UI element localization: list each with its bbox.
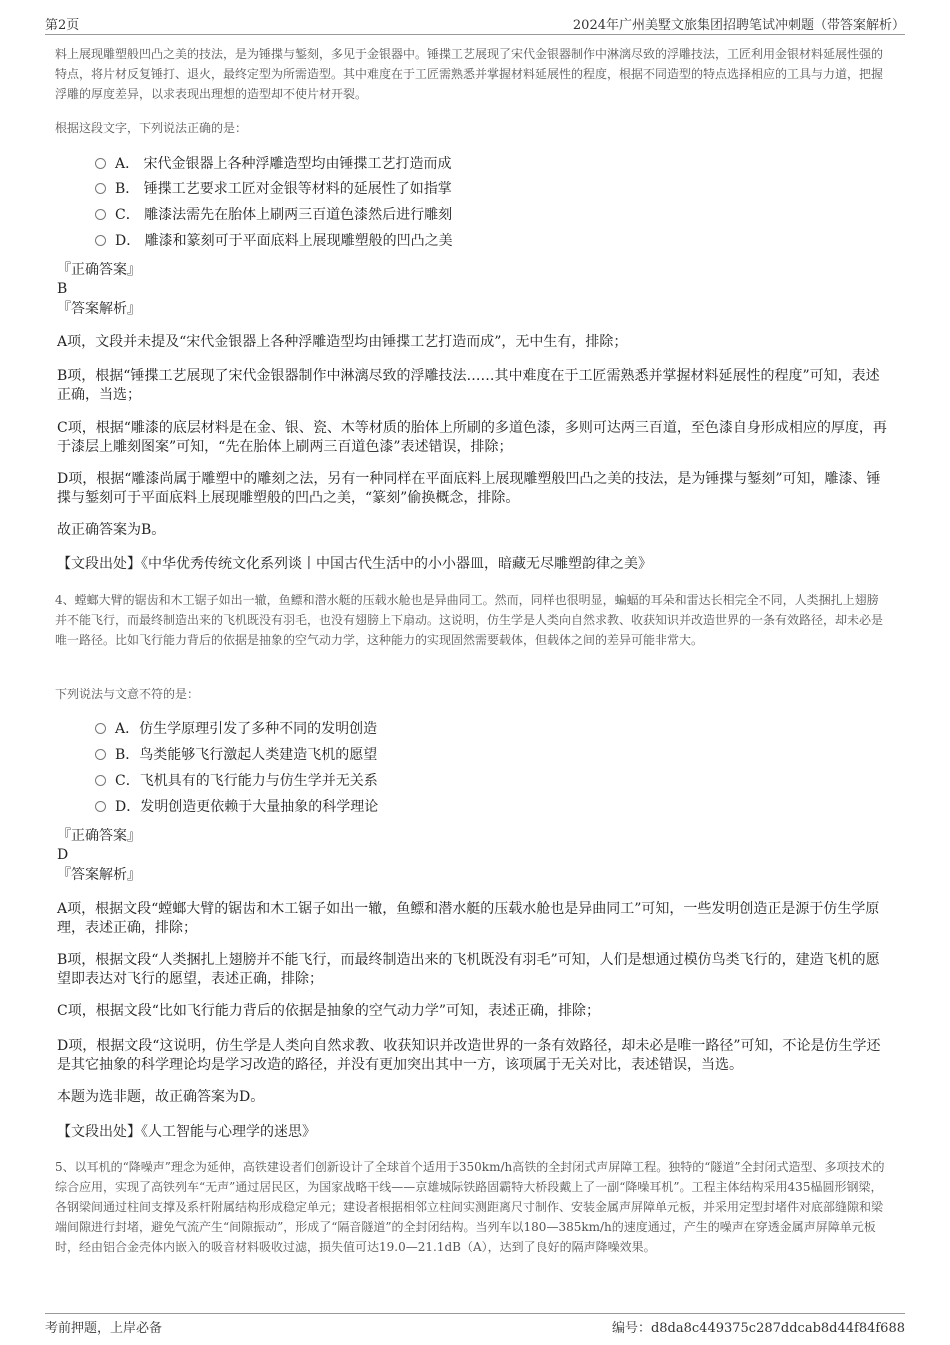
q4-conclusion: 本题为选非题，故正确答案为D。 <box>57 1089 265 1105</box>
q3-analysis-a: A项，文段并未提及“宋代金银器上各种浮雕造型均由锤揲工艺打造而成”，无中生有，排除； <box>57 334 628 350</box>
q4-analysis-label: 『答案解析』 <box>57 867 141 883</box>
document-code: 编号：d8da8c449375c287ddcab8d44f84f688 <box>611 1321 905 1336</box>
q4-analysis-a: A项，根据文段“螳螂大臂的锯齿和木工锯子如出一辙，鱼鳔和潜水艇的压载水舱也是异曲同工”可知，一些发明创造正是源于仿生学原理，表述正确，排除； <box>57 901 880 936</box>
q3-analysis-d: D项，根据“雕漆尚属于雕塑中的雕刻之法，另有一种同样在平面底料上展现雕塑般凹凸之美的技法，是为锤揲与錾刻”可知，雕漆、锤揲与錾刻可于平面底料上展现雕塑般的凹凸之美，“篆刻”偷换概念，排除。 <box>57 471 881 506</box>
q4-answer: D <box>57 847 69 863</box>
page-header <box>45 12 905 35</box>
q4-answer-label: 『正确答案』 <box>57 828 141 844</box>
q4-analysis-c: C项，根据文段“比如飞行能力背后的依据是抽象的空气动力学”可知，表述正确，排除； <box>57 1003 601 1019</box>
footer-slogan: 考前押题，上岸必备 <box>45 1321 163 1336</box>
radio-icon[interactable] <box>95 723 106 734</box>
q3-analysis-label: 『答案解析』 <box>57 301 141 317</box>
q3-source: 【文段出处】《中华优秀传统文化系列谈丨中国古代生活中的小小器皿，暗藏无尽雕塑韵律之美》 <box>57 556 652 572</box>
q4-analysis-b: B项，根据文段“人类捆扎上翅膀并不能飞行，而最终制造出来的飞机既没有羽毛”可知，人们是想通过模仿鸟类飞行的，建造飞机的愿望即表达对飞行的愿望，表述正确，排除； <box>57 952 880 987</box>
radio-icon[interactable] <box>95 749 106 760</box>
radio-icon[interactable] <box>95 183 106 194</box>
q3-option-a[interactable]: A． 宋代金银器上各种浮雕造型均由锤揲工艺打造而成 <box>95 153 452 175</box>
q3-option-d[interactable]: D． 雕漆和篆刻可于平面底料上展现雕塑般的凹凸之美 <box>95 230 453 252</box>
q4-option-b[interactable]: B．鸟类能够飞行激起人类建造飞机的愿望 <box>95 744 377 766</box>
document-title: 2024年广州美墅文旅集团招聘笔试冲刺题（带答案解析） <box>572 18 905 33</box>
radio-icon[interactable] <box>95 801 106 812</box>
q3-analysis-c: C项，根据“雕漆的底层材料是在金、银、瓷、木等材质的胎体上所刷的多道色漆，多则可达两三百道，至色漆自身形成相应的厚度，再于漆层上雕刻图案”可知，“先在胎体上刷两三百道色漆”表述错误，排除； <box>57 420 887 455</box>
radio-icon[interactable] <box>95 775 106 786</box>
q3-passage: 料上展现雕塑般凹凸之美的技法，是为锤揲与錾刻，多见于金银器中。锤揲工艺展现了宋代金银器制作中淋漓尽致的浮雕技法，工匠利用金银材料延展性强的特点，将片材反复锤打、退火，最终定型为所需造型。其中难度在于工匠需熟悉并掌握材料延展性的程度，根据不同造型的特点选择相应的工具与力道，把握浮雕的厚度差异，以求表现出理想的造型却不使片材开裂。 <box>55 47 884 101</box>
q3-option-b[interactable]: B． 锤揲工艺要求工匠对金银等材料的延展性了如指掌 <box>95 178 452 200</box>
q5-passage: 5、以耳机的“降噪声”理念为延伸，高铁建设者们创新设计了全球首个适用于350km/h高铁的全封闭式声屏障工程。独特的“隧道”全封闭式造型、多项技术的综合应用，实现了高铁列车“无声”通过居民区，为国家战略干线——京雄城际铁路固霸特大桥段戴上了一副“降噪耳机”。工程主体结构采用435榀圆形钢梁，各钢梁间通过柱间支撑及系杆附属结构形成稳定单元；建设者根据相邻立柱间实测距离尺寸制作、安装金属声屏障单元板，并采用定型封堵件对底部缝隙和梁端间隙进行封堵，避免气流产生“间隙振动”，形成了“隔音隧道”的全封闭结构。当列车以180—385km/h的速度通过，产生的噪声在穿透金属声屏障单元板时，经由铝合金壳体内嵌入的吸音材料吸收过滤，损失值可达19.0—21.1dB（A），达到了良好的隔声降噪效果。 <box>55 1160 885 1254</box>
q4-option-d[interactable]: D．发明创造更依赖于大量抽象的科学理论 <box>95 796 378 818</box>
q3-answer-label: 『正确答案』 <box>57 262 141 278</box>
page-footer <box>45 1313 905 1334</box>
q4-prompt: 下列说法与文意不符的是： <box>55 687 200 701</box>
q4-analysis-d: D项，根据文段“这说明，仿生学是人类向自然求教、收获知识并改造世界的一条有效路径，却未必是唯一路径”可知，不论是仿生学还是其它抽象的科学理论均是学习改造的路径，并没有更加突出其中一方，该项属于无关对比，表述错误，当选。 <box>57 1038 881 1073</box>
radio-icon[interactable] <box>95 235 106 246</box>
q3-prompt: 根据这段文字，下列说法正确的是： <box>55 121 248 135</box>
q4-passage: 4、螳螂大臂的锯齿和木工锯子如出一辙，鱼鳔和潜水艇的压载水舱也是异曲同工。然而，同样也很明显，蝙蝠的耳朵和雷达长相完全不同，人类捆扎上翅膀并不能飞行，而最终制造出来的飞机既没有羽毛，也没有翅膀上下扇动。这说明，仿生学是人类向自然求教、收获知识并改造世界的一条有效路径，却未必是唯一路径。比如飞行能力背后的依据是抽象的空气动力学，这种能力的实现固然需要载体，但载体之间的差异可能非常大。 <box>55 593 884 647</box>
q4-source: 【文段出处】《人工智能与心理学的迷思》 <box>57 1124 316 1140</box>
radio-icon[interactable] <box>95 209 106 220</box>
q3-option-c[interactable]: C． 雕漆法需先在胎体上刷两三百道色漆然后进行雕刻 <box>95 204 452 226</box>
q3-conclusion: 故正确答案为B。 <box>57 522 166 538</box>
q4-option-c[interactable]: C．飞机具有的飞行能力与仿生学并无关系 <box>95 770 378 792</box>
page-number: 第2页 <box>45 18 80 33</box>
q3-answer: B <box>57 281 68 297</box>
q4-option-a[interactable]: A．仿生学原理引发了多种不同的发明创造 <box>95 718 377 740</box>
radio-icon[interactable] <box>95 158 106 169</box>
q3-analysis-b: B项，根据“锤揲工艺展现了宋代金银器制作中淋漓尽致的浮雕技法……其中难度在于工匠需熟悉并掌握材料延展性的程度”可知，表述正确，当选； <box>57 368 880 403</box>
